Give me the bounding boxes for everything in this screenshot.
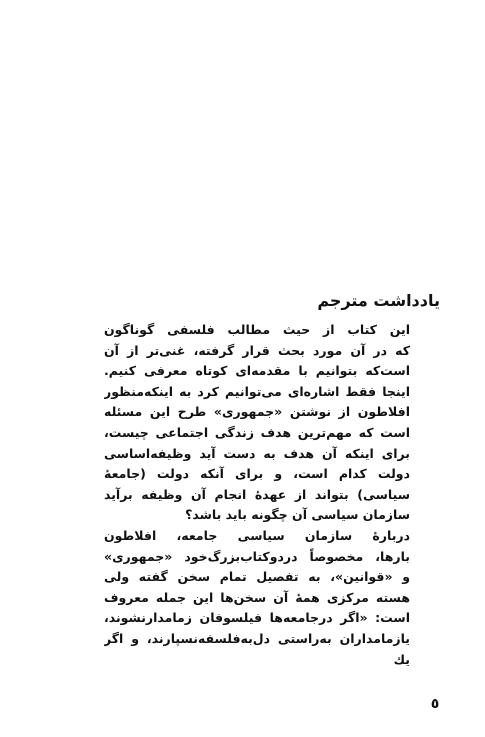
text-line: که در آن مورد بحث قرار گرفته، غنی‌تر از آن — [104, 342, 410, 358]
text-line: دربارهٔ سازمان سیاسی جامعه، افلاطون — [104, 527, 410, 543]
text-line: هسته مرکزی همهٔ آن سخن‌ها این جمله معروف — [104, 589, 410, 605]
text-line: این کتاب از حیث مطالب فلسفی گوناگون — [104, 322, 410, 337]
section-heading: یادداشت مترجم — [317, 291, 440, 310]
page-number: ٥ — [430, 696, 440, 712]
paragraph-1 — [104, 320, 432, 526]
text-line: دولت کدام است، و برای آنکه دولت (جامعهٔ — [104, 466, 410, 482]
body-text — [104, 320, 432, 670]
text-line: است که مهم‌ترین هدف زندگی اجتماعی چیست، — [104, 424, 410, 440]
text-line: برای اینکه آن هدف به دست آید وظیفه‌اساسی — [104, 445, 410, 461]
text-line: یازمامداران به‌راستی دل‌به‌فلسفه‌نسپارند، و اگر — [104, 630, 410, 646]
text-line: است‌که بتوانیم با مقدمه‌ای کوتاه معرفی کنیم. — [104, 363, 410, 379]
text-line: و «قوانین»، به تفصیل تمام سخن گفته ولی — [104, 569, 410, 585]
text-line: یك — [393, 651, 410, 667]
text-line: سیاسی) بتواند از عهدهٔ انجام آن وظیفه برآید — [104, 486, 410, 502]
text-line: افلاطون از نوشتن «جمهوری» طرح این مسئله — [104, 404, 410, 420]
text-line: بارها، مخصوصاً دردوکتاب‌بزرگ‌خود «جمهوری» — [104, 548, 410, 564]
paragraph-2 — [104, 526, 432, 670]
text-line: است: «اگر درجامعه‌ها فیلسوفان زمامدارنشوند، — [104, 610, 410, 626]
text-line: سازمان سیاسی آن چگونه باید باشد؟ — [185, 507, 410, 523]
text-line: اینجا فقط اشاره‌ای می‌توانیم کرد به اینکه‌منظور — [104, 383, 410, 399]
